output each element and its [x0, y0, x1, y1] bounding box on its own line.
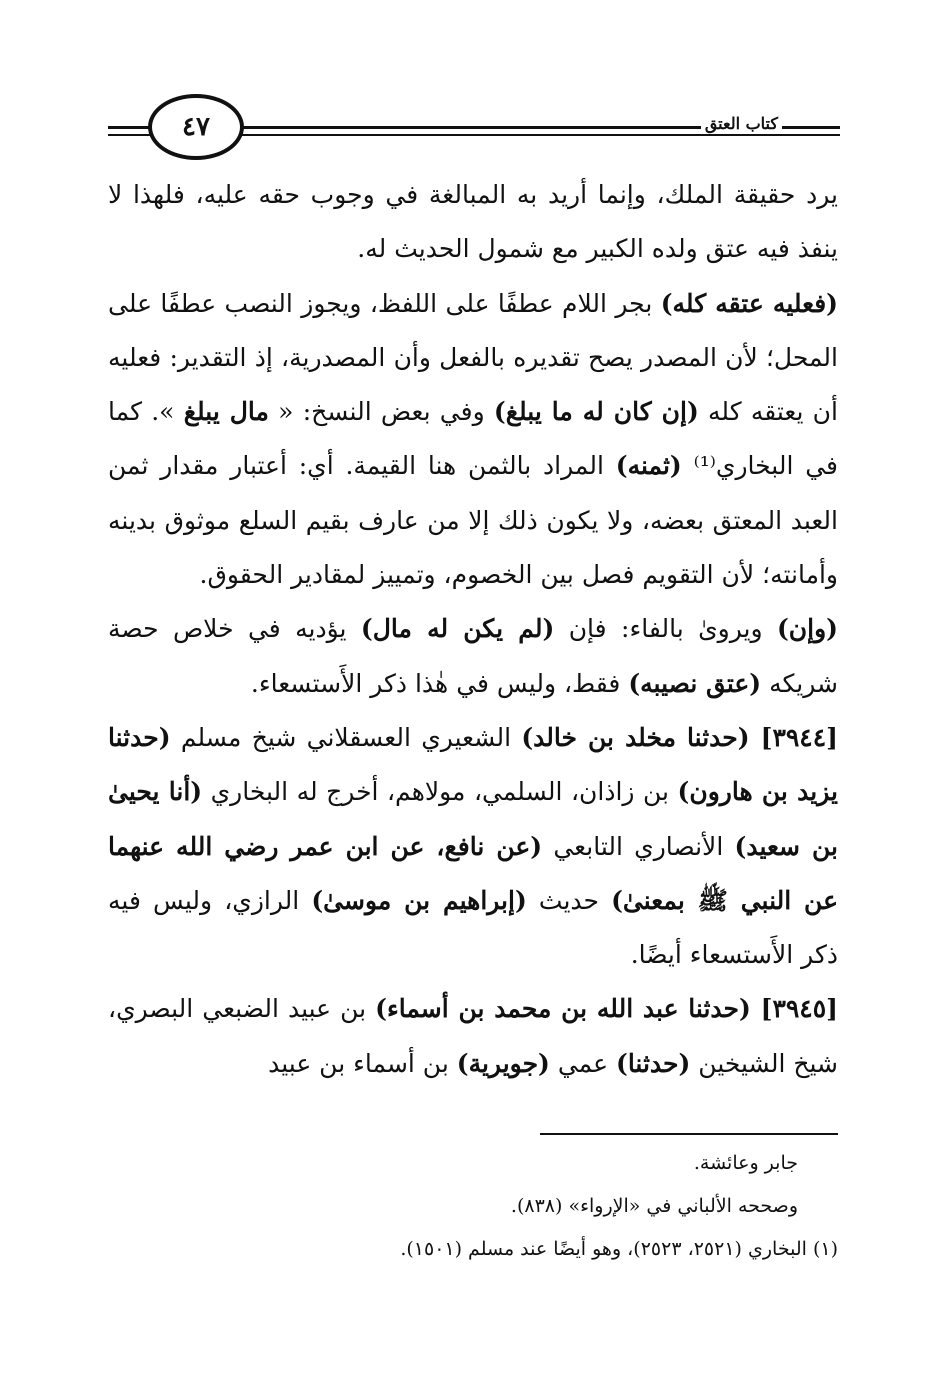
main-text — [108, 168, 838, 1091]
bold-quote-segment: [٣٩٤٥] (حدثنا عبد الله بن محمد بن أسماء) — [375, 994, 839, 1024]
bold-quote-segment: (فعليه عتقه كله) — [660, 288, 838, 318]
footnote-1: (١) البخاري (٢٥٢١، ٢٥٢٣)، وهو أيضًا عند مسلم (١٥٠١). — [400, 1238, 838, 1260]
running-title: كتاب العتق — [701, 114, 782, 133]
text-segment: الأنصاري التابعي — [542, 831, 735, 861]
bold-quote-segment: (أنا يحيىٰ بن سعيد) — [108, 777, 838, 861]
text-segment: الرازي، وليس فيه ذكر الأَستسعاء أيضًا. — [108, 885, 838, 970]
paragraph — [108, 982, 838, 1091]
text-segment: بن أسماء بن عبيد — [268, 1048, 457, 1078]
bold-quote-segment: (إن كان له ما يبلغ) — [493, 397, 699, 427]
bold-quote-segment: (إبراهيم بن موسىٰ) — [311, 885, 527, 915]
text-segment: فقط، وليس في هٰذا ذكر الأَستسعاء. — [250, 668, 629, 698]
bold-quote-segment: [٣٩٤٤] (حدثنا مخلد بن خالد) — [521, 722, 838, 752]
bold-quote-segment: (ثمنه) — [615, 451, 682, 481]
bold-quote-segment: (حدثنا يزيد بن هارون) — [108, 722, 838, 807]
text-segment: بن زاذان، السلمي، مولاهم، أخرج له البخاري — [202, 777, 678, 807]
text-segment: يرد حقيقة الملك، وإنما أريد به المبالغة في وجوب حقه عليه، فلهذا لا ينفذ فيه عتق ولده الكبير مع شمول الحديث له. — [108, 180, 838, 264]
page-header — [108, 92, 840, 166]
header-rule-right-thin — [228, 134, 840, 136]
paragraph — [108, 602, 838, 711]
footnote-separator — [540, 1133, 838, 1135]
text-segment: وفي بعض النسخ: « — [268, 397, 494, 427]
bold-quote-segment: (حدثنا) — [615, 1048, 691, 1078]
page-number: ٤٧ — [148, 94, 244, 160]
text-segment: حديث — [526, 885, 612, 915]
text-segment: المراد بالثمن هنا القيمة. أي: أعتبار مقدار ثمن العبد المعتق بعضه، ولا يكون ذلك إلا من عارف بقيم السلع موثوق بدينه وأمانته؛ لأن التقويم فصل بين الخصوم، وتمييز لمقادير الحقوق. — [108, 451, 838, 590]
bold-quote-segment: (لم يكن له مال) — [360, 614, 555, 644]
text-segment: ويروىٰ بالفاء: فإن — [554, 614, 777, 644]
text-segment: بجر اللام عطفًا على اللفظ، ويجوز النصب عطفًا على المحل؛ لأن المصدر يصح تقديره بالفعل وأن المصدرية، إذ التقدير: فعليه أن يعتقه كله — [108, 288, 838, 427]
paragraph — [108, 277, 838, 603]
footnote-continued: جابر وعائشة. — [693, 1152, 798, 1174]
text-segment: يؤديه في خلاص حصة شريكه — [108, 614, 838, 698]
paragraph — [108, 711, 838, 982]
footnotes — [108, 1142, 838, 1271]
bold-quote-segment: (عتق نصيبه) — [628, 668, 762, 698]
bold-quote-segment: (عن نافع، عن ابن عمر رضي الله عنهما عن النبي ﷺ بمعنىٰ) — [108, 831, 838, 915]
bold-quote-segment: مال يبلغ — [183, 397, 269, 427]
text-segment: الشعيري العسقلاني شيخ مسلم — [170, 722, 522, 752]
text-segment: عمي — [549, 1048, 616, 1078]
paragraph — [108, 168, 838, 277]
footnote-continued: وصححه الألباني في «الإرواء» (٨٣٨). — [510, 1195, 798, 1217]
bold-quote-segment: (وإن) — [776, 614, 838, 644]
text-segment: بن عبيد الضبعي البصري، شيخ الشيخين — [108, 994, 838, 1078]
bold-quote-segment: (جويرية) — [456, 1048, 550, 1078]
text-segment: ». كما في البخاري⁽¹⁾ — [108, 397, 838, 481]
